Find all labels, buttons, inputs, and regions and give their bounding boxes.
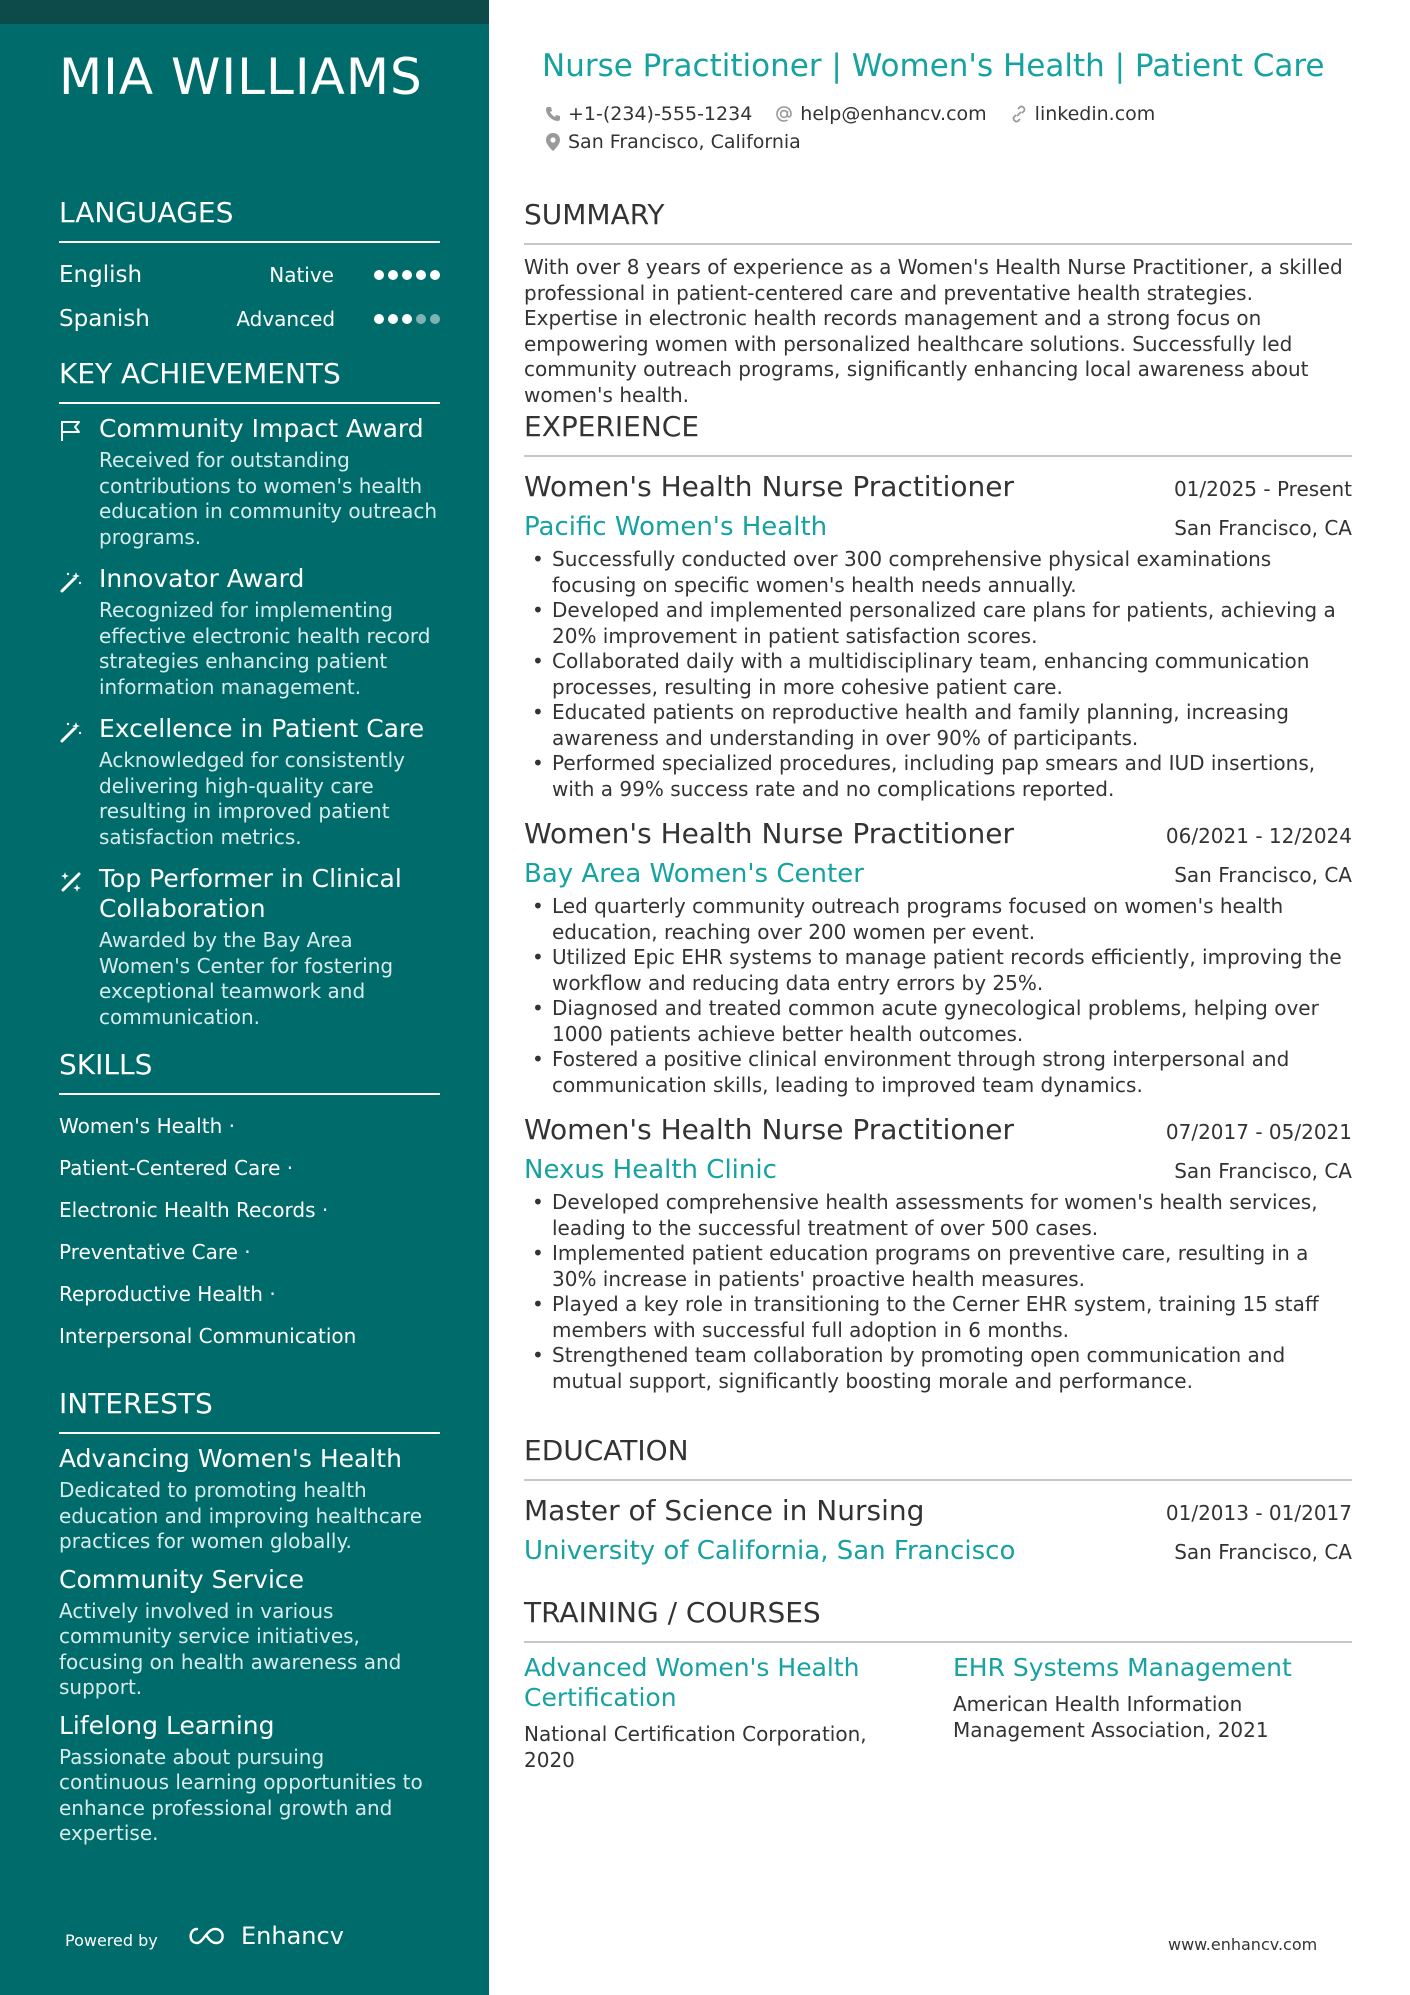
skill-item: Women's Health · (59, 1114, 235, 1138)
course-item (524, 1653, 923, 1773)
proficiency-dot-filled (374, 270, 384, 280)
job-bullets (524, 547, 1352, 802)
job-title: Women's Health Nurse Practitioner (524, 1113, 1014, 1146)
proficiency-dot-filled (388, 314, 398, 324)
bullet-item: • Performed specialized procedures, including pap smears and IUD insertions, with a 99% success rate and no complications reported. (524, 751, 1352, 802)
footer-url[interactable]: www.enhancv.com (1168, 1935, 1318, 1954)
bullet-item: • Utilized Epic EHR systems to manage patient records efficiently, improving the workflow and reducing data entry errors by 25%. (524, 945, 1352, 996)
language-name: English (59, 262, 143, 288)
interest-description: Passionate about pursuing continuous learning opportunities to enhance professional growth and expertise. (59, 1744, 423, 1845)
phone-icon (544, 105, 562, 123)
achievement-description: Received for outstanding contributions to women's health education in community outreach programs. (99, 448, 438, 549)
education-dates: 01/2013 - 01/2017 (1165, 1501, 1352, 1525)
skills-section (59, 1048, 440, 1357)
interest-title: Lifelong Learning (59, 1710, 275, 1740)
skill-item: Patient-Centered Care · (59, 1156, 294, 1180)
achievement-title: Community Impact Award (99, 414, 424, 443)
magic-wand-icon (59, 564, 99, 700)
magic-wand-icon (59, 714, 99, 850)
sidebar (0, 0, 489, 1995)
email-text: help@enhancv.com (800, 103, 987, 125)
job-dates: 07/2017 - 05/2021 (1165, 1120, 1352, 1144)
bullet-item: • Led quarterly community outreach programs focused on women's health education, reaching over 200 women per event. (524, 894, 1352, 945)
bullet-item: • Developed and implemented personalized care plans for patients, achieving a 20% improvement in patient satisfaction scores. (524, 598, 1352, 649)
skill-item: Reproductive Health · (59, 1282, 276, 1306)
job-entry (524, 467, 1352, 802)
job-location: San Francisco, CA (1174, 863, 1352, 887)
job-title: Women's Health Nurse Practitioner (524, 817, 1014, 850)
achievement-item (59, 414, 440, 550)
job-entry (524, 814, 1352, 1098)
at-sign-icon (774, 104, 794, 124)
achievement-item (59, 714, 440, 850)
language-level: Native (269, 263, 334, 287)
achievement-description: Acknowledged for consistently delivering high-quality care resulting in improved patient satisfaction metrics. (99, 748, 406, 849)
proficiency-dot-filled (388, 270, 398, 280)
achievement-description: Recognized for implementing effective electronic health record strategies enhancing patient information management. (99, 598, 431, 699)
achievement-title: Innovator Award (99, 564, 305, 593)
school-name: University of California, San Francisco (524, 1536, 1016, 1566)
proficiency-dot-filled (374, 314, 384, 324)
proficiency-dot-filled (402, 314, 412, 324)
contact-location (544, 131, 801, 153)
course-title: Advanced Women's Health Certification (524, 1653, 860, 1712)
achievements-heading: KEY ACHIEVEMENTS (59, 357, 440, 404)
course-provider: National Certification Corporation, 2020 (524, 1722, 867, 1772)
bullet-item: • Educated patients on reproductive health and family planning, increasing awareness and understanding in over 90% of participants. (524, 700, 1352, 751)
language-proficiency-dots (366, 270, 440, 280)
linkedin-text: linkedin.com (1034, 103, 1156, 125)
bullet-item: • Successfully conducted over 300 comprehensive physical examinations focusing on specific women's health needs annually. (524, 547, 1352, 598)
link-icon (1009, 104, 1029, 124)
contact-linkedin[interactable] (1009, 103, 1156, 125)
company-name: Nexus Health Clinic (524, 1155, 777, 1185)
summary-heading: SUMMARY (524, 198, 1352, 245)
sidebar-content (59, 196, 440, 1853)
job-dates: 01/2025 - Present (1173, 477, 1352, 501)
skills-heading: SKILLS (59, 1048, 440, 1095)
job-entry (524, 1110, 1352, 1394)
experience-heading: EXPERIENCE (524, 410, 1352, 457)
contact-info (544, 100, 1304, 156)
location-pin-icon (544, 132, 562, 152)
interests-heading: INTERESTS (59, 1387, 440, 1434)
course-provider: American Health Information Management Association, 2021 (953, 1692, 1269, 1742)
proficiency-dot-empty (416, 314, 426, 324)
enhancv-logo (185, 1922, 344, 1950)
candidate-name: MIA WILLIAMS (59, 48, 423, 106)
languages-section (59, 196, 440, 341)
sparkle-wand-icon (59, 864, 99, 1030)
skill-item: Interpersonal Communication (59, 1324, 357, 1348)
training-section (524, 1596, 1352, 1773)
job-title: Women's Health Nurse Practitioner (524, 470, 1014, 503)
achievement-title: Excellence in Patient Care (99, 714, 425, 743)
interests-section (59, 1387, 440, 1847)
education-heading: EDUCATION (524, 1434, 1352, 1481)
training-heading: TRAINING / COURSES (524, 1596, 1352, 1643)
bullet-item: • Diagnosed and treated common acute gynecological problems, helping over 1000 patients achieve better health outcomes. (524, 996, 1352, 1047)
sidebar-top-band (0, 0, 489, 24)
job-bullets (524, 1190, 1352, 1394)
languages-heading: LANGUAGES (59, 196, 440, 243)
headline: Nurse Practitioner | Women's Health | Patient Care (542, 48, 1325, 84)
flag-icon (59, 414, 99, 550)
achievement-item (59, 864, 440, 1030)
language-item (59, 253, 440, 297)
company-name: Bay Area Women's Center (524, 859, 864, 889)
degree-title: Master of Science in Nursing (524, 1494, 925, 1527)
course-title: EHR Systems Management (953, 1653, 1292, 1682)
bullet-item: • Developed comprehensive health assessments for women's health services, leading to the successful treatment of over 500 cases. (524, 1190, 1352, 1241)
proficiency-dot-filled (402, 270, 412, 280)
location-text: San Francisco, California (568, 131, 801, 153)
bullet-item: • Played a key role in transitioning to the Cerner EHR system, training 15 staff members with successful full adoption in 6 months. (524, 1292, 1352, 1343)
contact-email[interactable] (774, 103, 986, 125)
achievement-item (59, 564, 440, 700)
company-name: Pacific Women's Health (524, 512, 828, 542)
experience-section (524, 410, 1352, 1406)
phone-text: +1-(234)-555-1234 (568, 103, 753, 125)
brand-name: Enhancv (241, 1922, 344, 1950)
job-bullets (524, 894, 1352, 1098)
language-proficiency-dots (367, 314, 440, 324)
powered-by-label: Powered by (65, 1931, 158, 1950)
achievements-section (59, 357, 440, 1030)
job-location: San Francisco, CA (1174, 516, 1352, 540)
interest-description: Actively involved in various community service initiatives, focusing on health awareness and support. (59, 1598, 402, 1699)
interest-description: Dedicated to promoting health education and improving healthcare practices for women globally. (59, 1478, 423, 1553)
bullet-item: • Implemented patient education programs on preventive care, resulting in a 30% increase in patients' proactive health measures. (524, 1241, 1352, 1292)
proficiency-dot-filled (416, 270, 426, 280)
education-section (524, 1434, 1352, 1571)
summary-section (524, 198, 1352, 408)
contact-phone[interactable] (544, 103, 752, 125)
bullet-item: • Collaborated daily with a multidisciplinary team, enhancing communication processes, resulting in more cohesive patient care. (524, 649, 1352, 700)
interest-title: Community Service (59, 1564, 305, 1594)
bullet-item: • Fostered a positive clinical environment through strong interpersonal and communication skills, leading to improved team dynamics. (524, 1047, 1352, 1098)
skill-item: Electronic Health Records · (59, 1198, 329, 1222)
language-name: Spanish (59, 306, 150, 332)
job-location: San Francisco, CA (1174, 1159, 1352, 1183)
skill-item: Preventative Care · (59, 1240, 251, 1264)
achievement-title: Top Performer in Clinical Collaboration (99, 864, 402, 923)
education-location: San Francisco, CA (1174, 1540, 1352, 1564)
language-level: Advanced (236, 307, 336, 331)
bullet-item: • Strengthened team collaboration by promoting open communication and mutual support, significantly boosting morale and performance. (524, 1343, 1352, 1394)
course-item (953, 1653, 1352, 1773)
language-item (59, 297, 440, 341)
job-dates: 06/2021 - 12/2024 (1165, 824, 1352, 848)
proficiency-dot-empty (430, 314, 440, 324)
achievement-description: Awarded by the Bay Area Women's Center for fostering exceptional teamwork and communication. (99, 928, 394, 1029)
proficiency-dot-filled (430, 270, 440, 280)
infinity-logo-icon (185, 1924, 231, 1948)
summary-text: With over 8 years of experience as a Women's Health Nurse Practitioner, a skilled professional in patient-centered care and preventative health strategies. Expertise in electronic health records management and a strong focus on empowering women with personalized healthcare solutions. Successfully led community outreach programs, significantly enhancing local awareness about women's health. (524, 255, 1343, 407)
interest-title: Advancing Women's Health (59, 1444, 402, 1473)
